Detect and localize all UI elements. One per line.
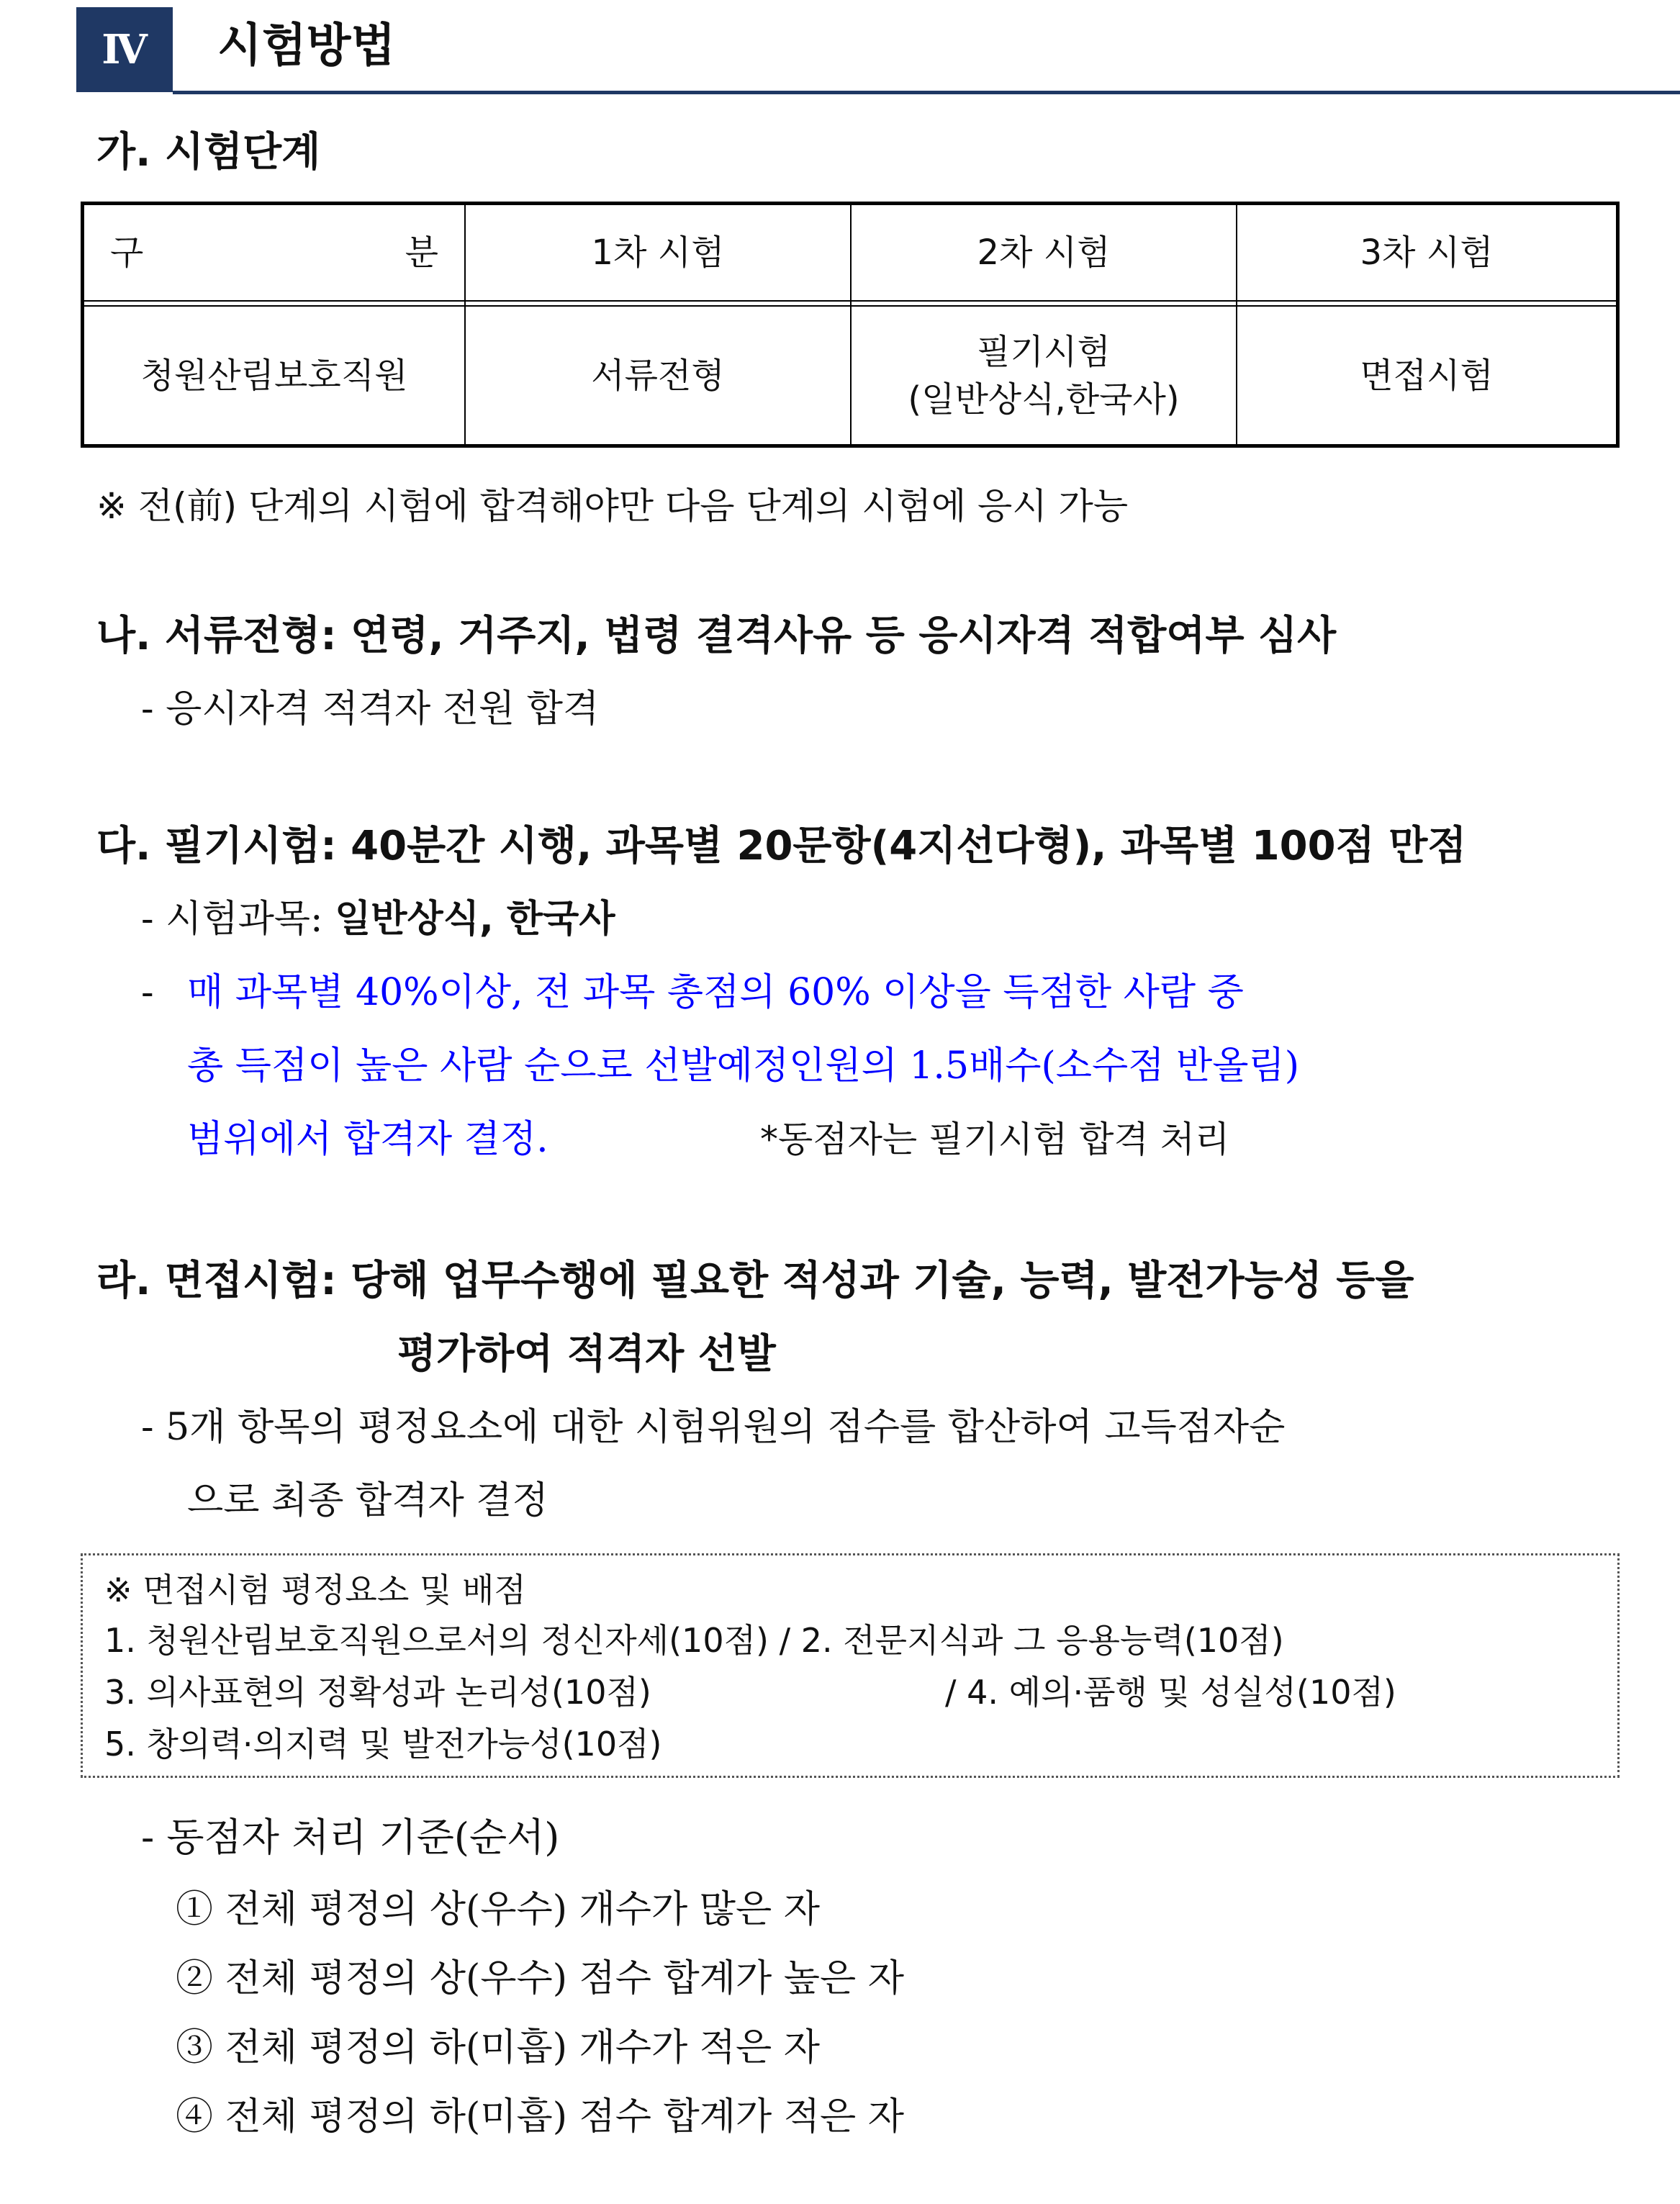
interview-criteria-box (81, 1553, 1620, 1778)
criteria-title: ※ 면접시험 평정요소 및 배점 (104, 1571, 526, 1609)
subjects-value: 일반상식, 한국사 (335, 898, 615, 941)
list-item: ③ 전체 평정의 하(미흡) 개수가 적은 자 (176, 2026, 820, 2069)
subsection-c-item2-note: *동점자는 필기시험 합격 처리 (760, 1119, 1230, 1160)
header-underline (173, 91, 1680, 94)
subsection-d-title-line2: 평가하여 적격자 선발 (397, 1331, 776, 1378)
table-divider (464, 205, 466, 444)
section-number-badge: Ⅳ (76, 7, 173, 92)
subsection-c-item2-line1: 매 과목별 40%이상, 전 과목 총점의 60% 이상을 득점한 사람 중 (187, 971, 1244, 1014)
subsection-d-item-line1: - 5개 항목의 평정요소에 대한 시험위원의 점수를 합산하여 고득점자순 (141, 1406, 1286, 1449)
header-cell-stage3: 3차 시험 (1360, 232, 1494, 273)
header-category-char2: 분 (405, 232, 438, 273)
subsection-a-title: 가. 시험단계 (96, 129, 321, 176)
cell-category: 청원산림보호직원 (140, 355, 408, 396)
subsection-b-title: 나. 서류전형: 연령, 거주지, 법령 결격사유 등 응시자격 적합여부 심사 (96, 613, 1337, 659)
tie-break-title: - 동점자 처리 기준(순서) (141, 1815, 560, 1860)
criteria-line2-left: 3. 의사표현의 정확성과 논리성(10점) (104, 1673, 651, 1712)
subsection-c-item1 (141, 894, 615, 944)
subjects-label: - 시험과목: (141, 898, 335, 941)
subsection-b-item: - 응시자격 적격자 전원 합격 (141, 687, 600, 731)
exam-stage-table (81, 202, 1620, 448)
subsection-d-item-line2: 으로 최종 합격자 결정 (187, 1479, 548, 1522)
criteria-line2-right: / 4. 예의·품행 및 성실성(10점) (945, 1673, 1396, 1712)
cell-stage2 (852, 307, 1236, 444)
table-divider (1236, 205, 1237, 444)
header-category-char1: 구 (110, 232, 144, 273)
subsection-c-item2-dash: - (141, 971, 154, 1014)
subsection-c-item2-line3: 범위에서 합격자 결정. (187, 1118, 548, 1161)
list-item: ④ 전체 평정의 하(미흡) 점수 합계가 적은 자 (176, 2095, 904, 2138)
criteria-line1: 1. 청원산림보호직원으로서의 정신자세(10점) / 2. 전문지식과 그 응용능력(10점) (104, 1621, 1284, 1660)
list-item: ① 전체 평정의 상(우수) 개수가 많은 자 (176, 1888, 820, 1931)
header-cell-category (84, 205, 464, 300)
section-header (76, 7, 1620, 92)
list-item: ② 전체 평정의 상(우수) 점수 합계가 높은 자 (176, 1957, 904, 2000)
section-title: 시험방법 (217, 19, 396, 73)
subsection-a-note: ※ 전(前) 단계의 시험에 합격해야만 다음 단계의 시험에 응시 가능 (96, 485, 1129, 527)
header-cell-stage1: 1차 시험 (591, 232, 725, 273)
cell-stage3: 면접시험 (1360, 355, 1494, 396)
table-divider (850, 205, 852, 444)
cell-stage1: 서류전형 (591, 355, 725, 396)
cell-stage2-line2: (일반상식,한국사) (908, 379, 1180, 420)
cell-stage2-line1: 필기시험 (977, 331, 1111, 372)
subsection-d-title-line1: 라. 면접시험: 당해 업무수행에 필요한 적성과 기술, 능력, 발전가능성 등을 (96, 1257, 1414, 1304)
subsection-c-title: 다. 필기시험: 40분간 시행, 과목별 20문항(4지선다형), 과목별 100점 만점 (96, 823, 1467, 870)
subsection-c-item2-line2: 총 득점이 높은 사람 순으로 선발예정인원의 1.5배수(소수점 반올림) (187, 1044, 1300, 1088)
header-cell-stage2: 2차 시험 (977, 232, 1111, 273)
criteria-line3: 5. 창의력·의지력 및 발전가능성(10점) (104, 1725, 662, 1763)
